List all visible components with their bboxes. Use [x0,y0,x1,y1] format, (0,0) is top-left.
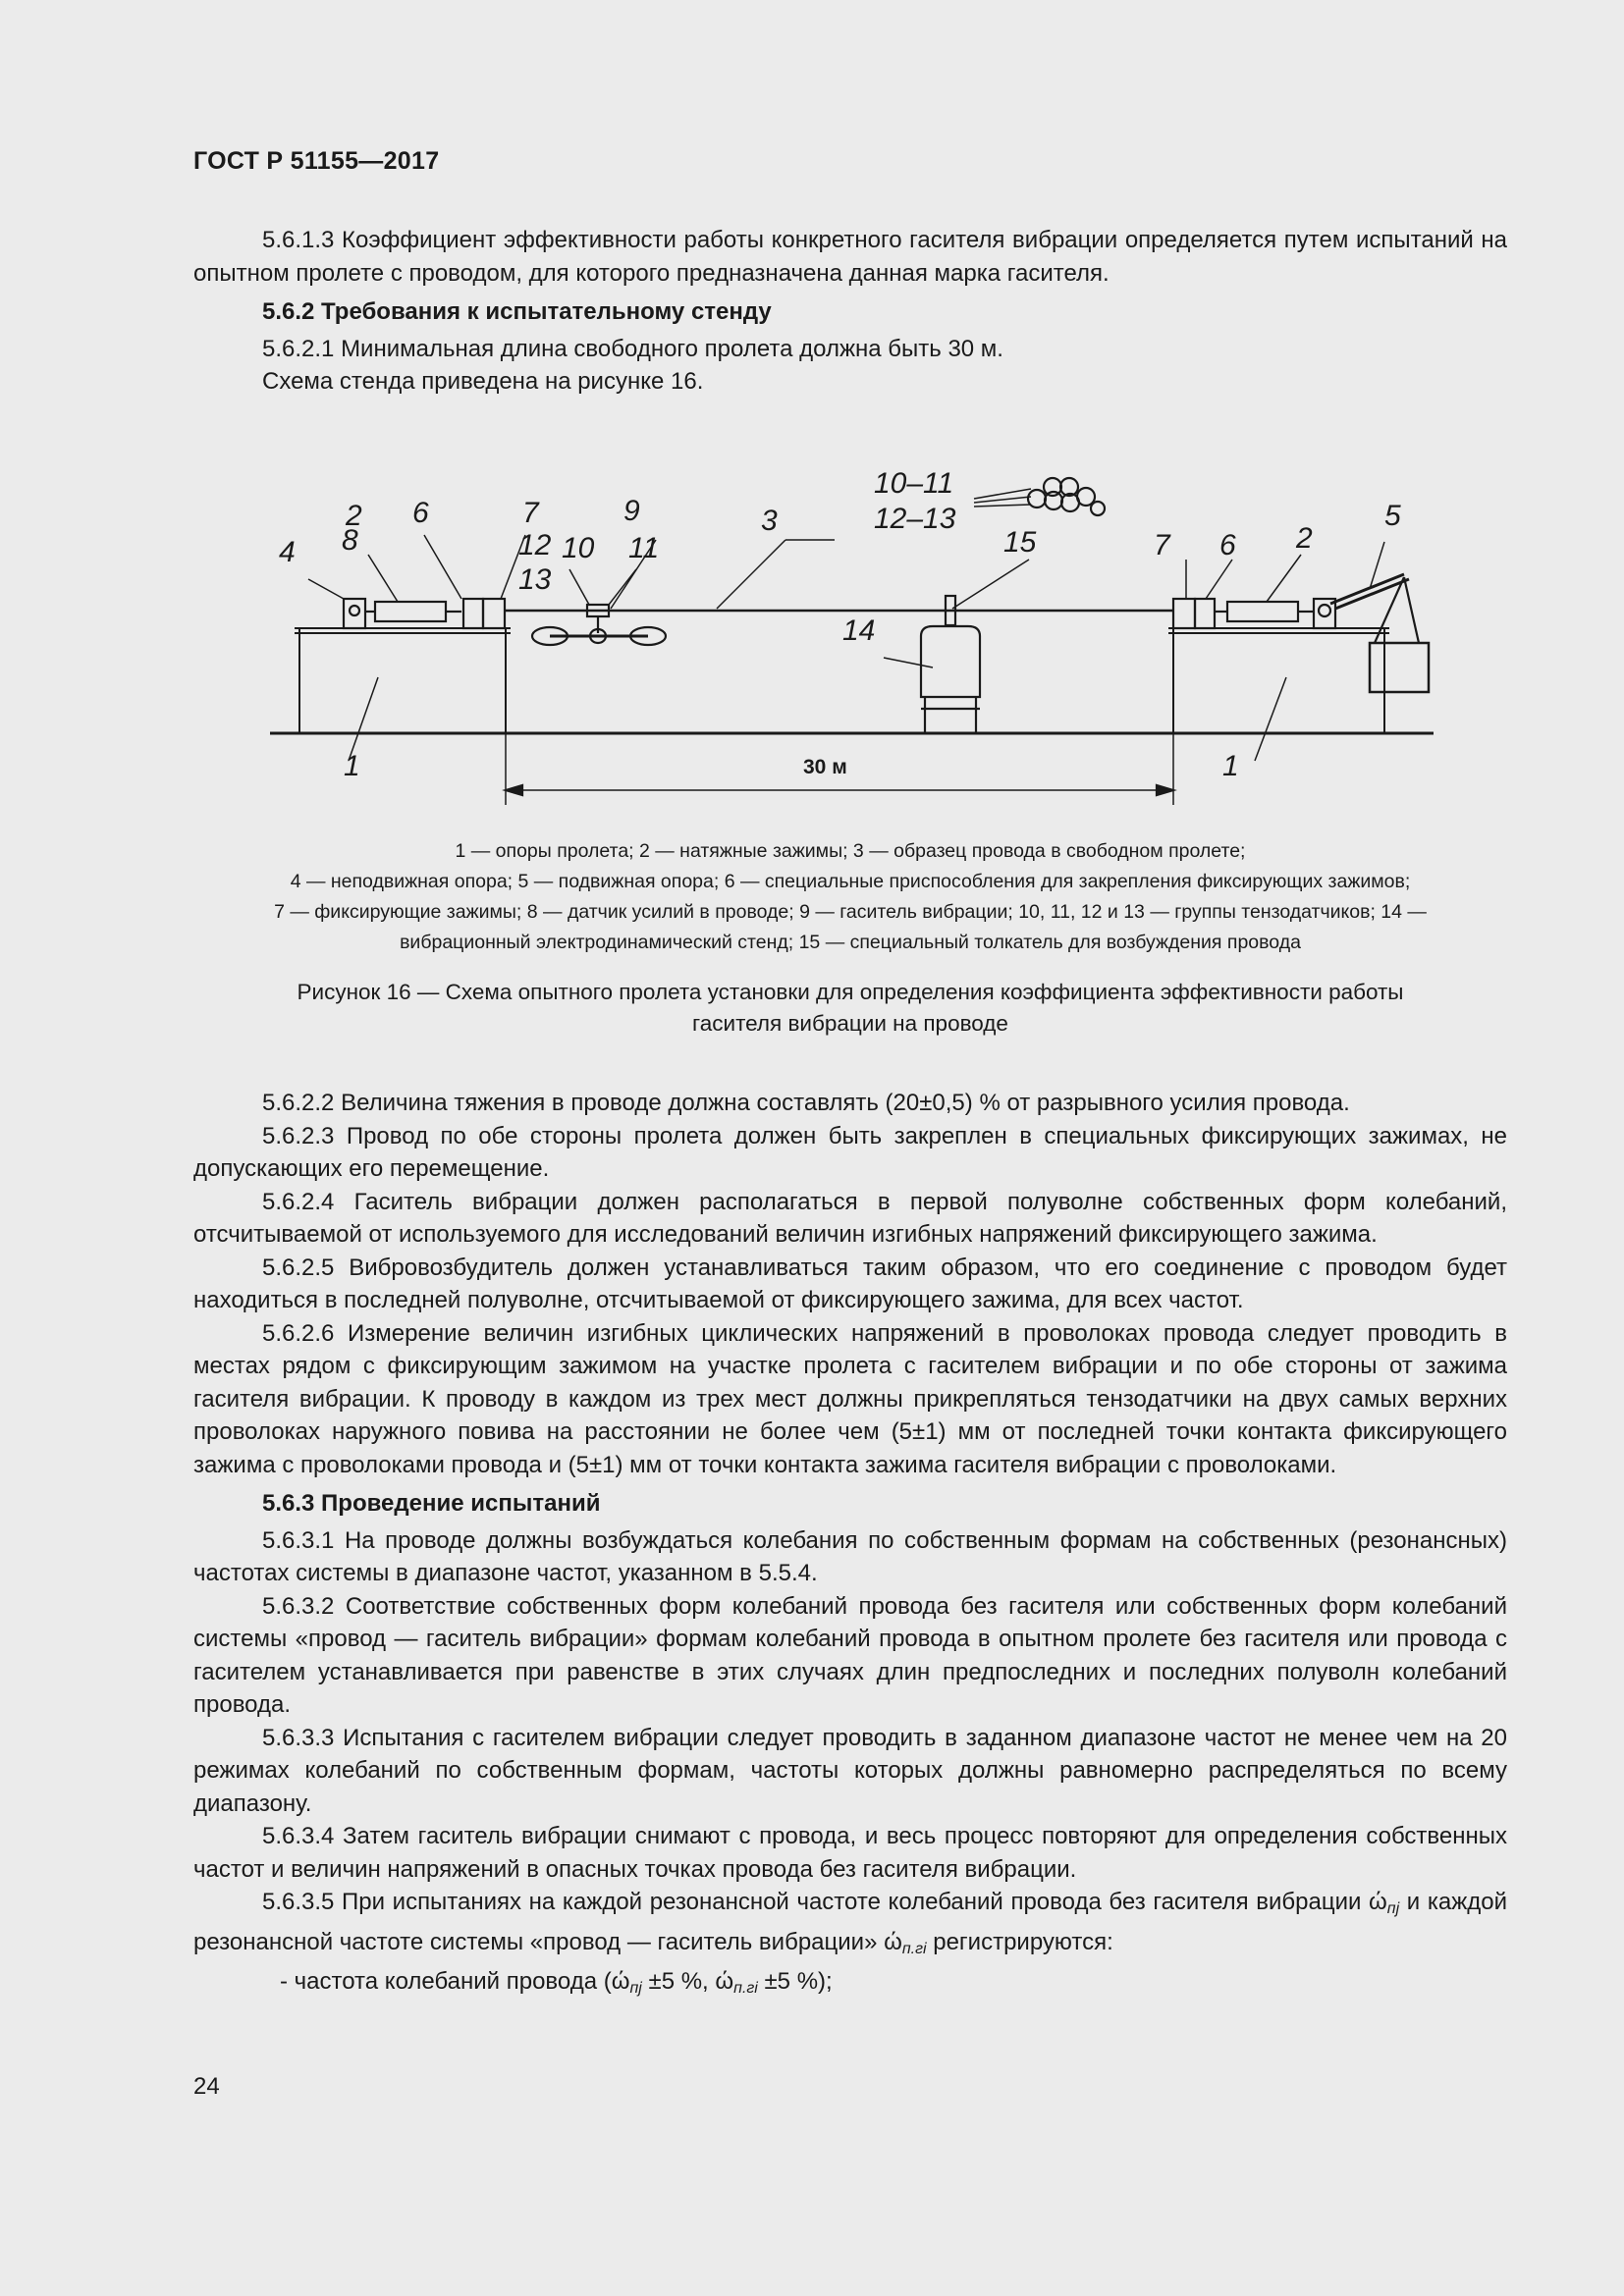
p5635-middle: и каждой резонансной частоте системы «провод — гаситель вибрации» [193,1889,1508,1955]
label-2-left: 2 [346,500,362,532]
label-1-left: 1 [344,750,360,782]
document-header: ГОСТ Р 51155—2017 [193,147,440,175]
intro-block [193,224,1507,399]
omega-symbol: ώ [611,1968,630,1995]
omega-symbol: ώ [1369,1889,1387,1915]
main-text-block [193,1087,1507,2005]
label-6-right: 6 [1219,529,1236,561]
page-number: 24 [193,2073,220,2100]
label-15: 15 [1003,526,1037,559]
legend-line: вибрационный электродинамический стенд; 15 — специальный толкатель для возбуждения провода [400,932,1301,953]
bullet-pm2: ±5 %); [757,1968,833,1995]
paragraph-5623: 5.6.2.3 Провод по обе стороны пролета должен быть закреплен в специальных фиксирующих зажимах, не допускающих его перемещение. [193,1122,1507,1182]
paragraph-5633: 5.6.3.3 Испытания с гасителем вибрации следует проводить в заданном диапазоне частот не менее чем на 20 режимах колебаний по собственным формам, частоты которых должны равномерно распределяться по всему диапазону. [193,1724,1507,1817]
legend-line: 7 — фиксирующие зажимы; 8 — датчик усилий в проводе; 9 — гаситель вибрации; 10, 11, 12 и 13 — группы тензодатчиков; 14 — [274,901,1427,923]
label-2-right: 2 [1296,522,1313,555]
paragraph-5613: 5.6.1.3 Коэффициент эффективности работы конкретного гасителя вибрации определяется путем испытаний на опытном пролете с проводом, для которого предназначена данная марка гасителя. [193,227,1507,287]
label-13: 13 [518,563,552,596]
p5635-end: регистрируются: [926,1928,1113,1955]
paragraph-5622: 5.6.2.2 Величина тяжения в проводе должна составлять (20±0,5) % от разрывного усилия провода. [262,1090,1350,1116]
figure-caption [193,977,1507,1040]
paragraph-scheme-ref: Схема стенда приведена на рисунке 16. [262,368,704,395]
omega-symbol: ώ [715,1968,734,1995]
paragraph-5625: 5.6.2.5 Вибровозбудитель должен устанавливаться таким образом, что его соединение с проводом будет находиться в последней полуволне, отсчитываемой от фиксирующего зажима, для всех частот. [193,1254,1507,1313]
dimension-label: 30 м [803,756,847,778]
paragraph-5635 [193,1886,1507,1965]
paragraph-5631: 5.6.3.1 На проводе должны возбуждаться колебания по собственным формам на собственных (резонансных) частотах системы в диапазоне частот, указанном в 5.5.4. [193,1526,1507,1586]
omega-symbol: ώ [884,1928,902,1955]
label-14: 14 [842,614,876,647]
subscript-pri: п.гi [733,1980,758,1997]
label-12: 12 [518,529,552,561]
subscript-nj: пj [1386,1900,1400,1917]
caption-line: Рисунок 16 — Схема опытного пролета установки для определения коэффициента эффективности работы [297,980,1404,1004]
paragraph-5632: 5.6.3.2 Соответствие собственных форм колебаний провода без гасителя или собственных форм колебаний системы «провод — гаситель вибрации» формам колебаний провода в опытном пролете без гасителя или провода с гасителем устанавливается при равенстве в этих случаях длин предпоследних и последних полуволн колебаний провода. [193,1592,1507,1718]
subscript-nj: пj [629,1980,642,1997]
label-5: 5 [1384,500,1401,532]
label-11: 11 [628,532,660,564]
label-6-left: 6 [412,497,429,529]
label-10: 10 [562,532,595,564]
section-heading-562: 5.6.2 Требования к испытательному стенду [262,298,772,325]
caption-line: гасителя вибрации на проводе [692,1011,1008,1036]
figure-legend [193,836,1507,958]
label-7-right: 7 [1154,529,1170,561]
label-9: 9 [623,495,640,527]
label-10-11: 10–11 [874,467,954,500]
subscript-pri: п.гi [901,1940,927,1957]
section-heading-563: 5.6.3 Проведение испытаний [262,1490,601,1517]
paragraph-5621: 5.6.2.1 Минимальная длина свободного пролета должна быть 30 м. [262,335,1003,362]
label-7-left: 7 [522,497,539,529]
label-12-13: 12–13 [874,503,956,535]
label-1-right: 1 [1222,750,1239,782]
test-span-diagram [265,452,1443,815]
paragraph-5626: 5.6.2.6 Измерение величин изгибных циклических напряжений в проволоках провода следует проводить в местах рядом с фиксирующим зажимом на участке пролета с гасителем вибрации и по обе стороны от зажима гасителя вибрации. К проводу в каждом из трех мест должны прикрепляться тензодатчики на двух самых верхних проволоках наружного повива на расстоянии не более чем (5±1) мм от последней точки контакта фиксирующего зажима с проволоками провода и (5±1) мм от точки контакта зажима гасителя вибрации с проволоками. [193,1319,1507,1478]
legend-line: 4 — неподвижная опора; 5 — подвижная опора; 6 — специальные приспособления для закрепления фиксирующих зажимов; [290,871,1411,892]
paragraph-5624: 5.6.2.4 Гаситель вибрации должен располагаться в первой полуволне собственных форм колебаний, отсчитываемой от используемого для исследований величин изгибных напряжений фиксирующего зажима. [193,1188,1507,1248]
paragraph-5634: 5.6.3.4 Затем гаситель вибрации снимают с провода, и весь процесс повторяют для определения собственных частот и величин напряжений в опасных точках провода без гасителя вибрации. [193,1823,1507,1883]
label-4: 4 [279,536,296,568]
label-3: 3 [761,505,778,537]
bullet-frequency [193,1965,1507,2005]
bullet-start: - частота колебаний провода ( [280,1968,612,1995]
label-8: 8 [342,524,358,557]
legend-line: 1 — опоры пролета; 2 — натяжные зажимы; 3 — образец провода в свободном пролете; [455,840,1246,862]
p5635-start: 5.6.3.5 При испытаниях на каждой резонансной частоте колебаний провода без гасителя вибрации [262,1889,1362,1915]
bullet-pm1: ±5 %, [641,1968,716,1995]
